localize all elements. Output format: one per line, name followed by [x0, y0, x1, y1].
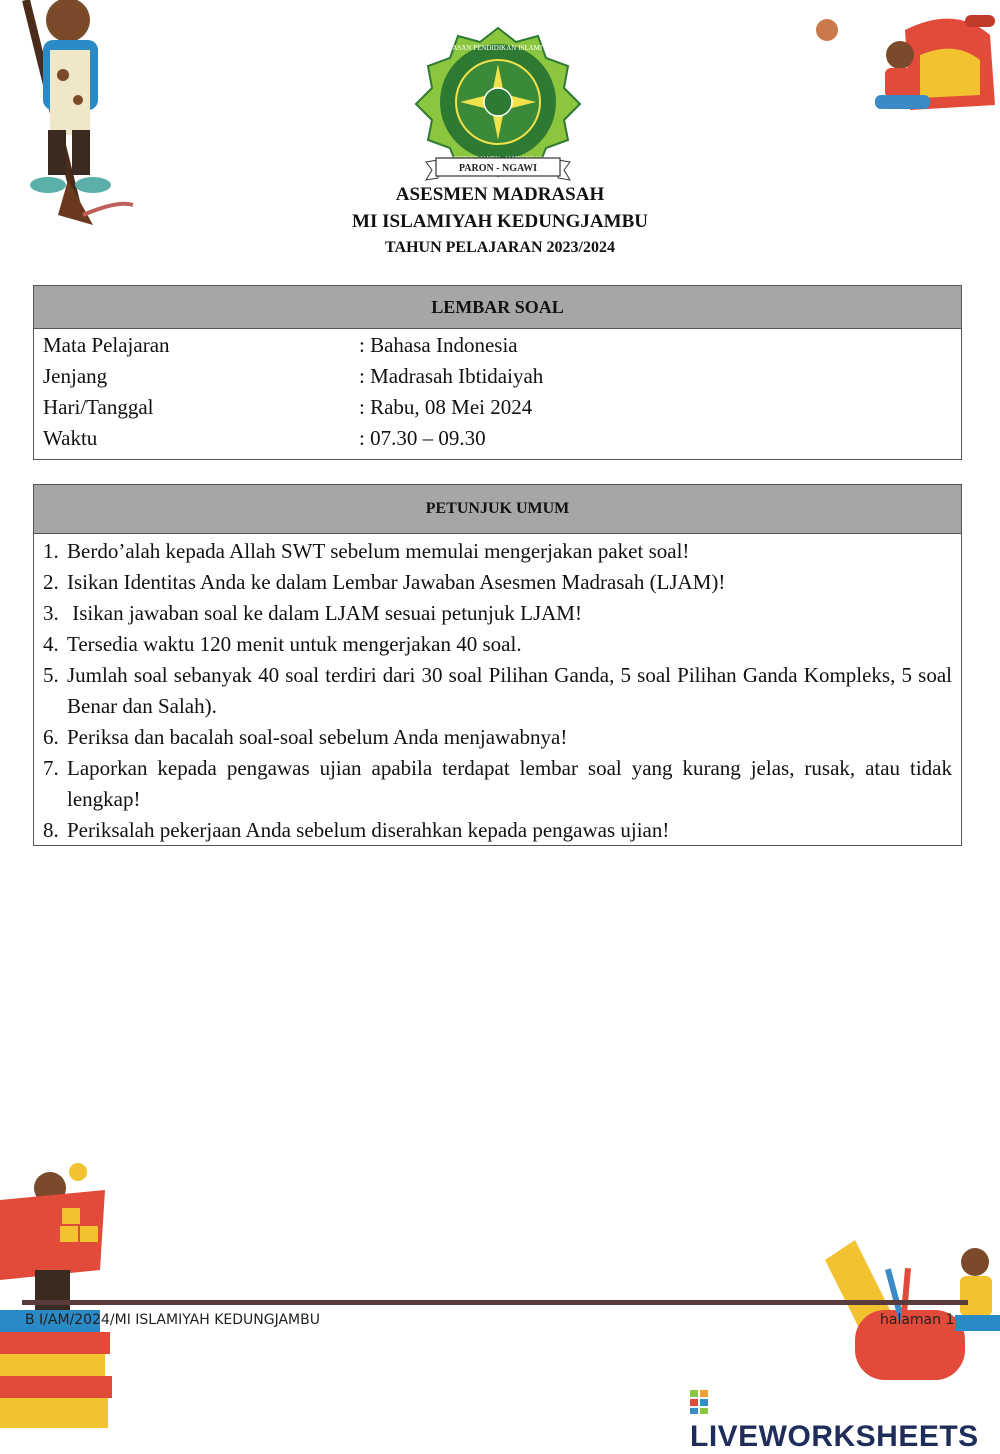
- footer-code: B I/AM/2024/MI ISLAMIYAH KEDUNGJAMBU: [25, 1312, 320, 1328]
- item-text: Periksalah pekerjaan Anda sebelum diserahkan kepada pengawas ujian!: [67, 818, 670, 842]
- item-number: 2.: [43, 570, 59, 594]
- child-with-stationery-illustration: [825, 1240, 1000, 1380]
- item-text: Isikan jawaban soal ke dalam LJAM sesuai petunjuk LJAM!: [67, 601, 582, 625]
- info-box-title: LEMBAR SOAL: [34, 286, 961, 329]
- list-item: [43, 567, 952, 598]
- item-text: Periksa dan bacalah soal-soal sebelum Anda menjawabnya!: [67, 725, 568, 749]
- instructions-list: [34, 534, 961, 846]
- list-item: [43, 629, 952, 660]
- info-label: Mata Pelajaran: [43, 333, 170, 357]
- list-item: [43, 536, 952, 567]
- info-row-level: [34, 361, 961, 392]
- school-logo: [408, 20, 588, 185]
- info-label: Jenjang: [43, 364, 108, 388]
- info-box: [33, 285, 962, 460]
- list-item: [43, 660, 952, 722]
- child-with-numbers-book-illustration: [0, 1160, 115, 1428]
- item-number: 8.: [43, 818, 59, 842]
- info-value: : Bahasa Indonesia: [359, 333, 518, 357]
- logo-text-top: YAYASAN PENDIDIKAN ISLAMIYAH: [439, 44, 557, 52]
- list-item: [43, 815, 952, 846]
- item-number: 4.: [43, 632, 59, 656]
- page-number: halaman 1: [880, 1312, 955, 1328]
- item-number: 3.: [43, 601, 59, 625]
- item-text: Berdo’alah kepada Allah SWT sebelum memulai mengerjakan paket soal!: [67, 539, 690, 563]
- info-label: Hari/Tanggal: [43, 395, 154, 419]
- item-text: Laporkan kepada pengawas ujian apabila terdapat lembar soal yang kurang jelas, rusak, atau tidak lengkap!: [67, 756, 952, 811]
- item-number: 6.: [43, 725, 59, 749]
- logo-banner: PARON - NGAWI: [458, 163, 538, 174]
- info-label: Waktu: [43, 426, 98, 450]
- info-row-date: [34, 392, 961, 423]
- info-row-time: [34, 423, 961, 454]
- reading-child-backpack-illustration: [815, 10, 1000, 120]
- list-item: [43, 722, 952, 753]
- item-number: 1.: [43, 539, 59, 563]
- header-title: ASESMEN MADRASAH: [395, 184, 605, 205]
- watermark-text: LIVEWORKSHEETS: [690, 1420, 979, 1453]
- item-text: Isikan Identitas Anda ke dalam Lembar Jawaban Asesmen Madrasah (LJAM)!: [67, 570, 726, 594]
- instructions-box: [33, 484, 962, 846]
- liveworksheets-logo-icon: [690, 1390, 708, 1414]
- item-number: 5.: [43, 663, 59, 687]
- liveworksheets-watermark: [690, 1386, 1000, 1454]
- info-value: : Madrasah Ibtidaiyah: [359, 364, 544, 388]
- item-text: Jumlah soal sebanyak 40 soal terdiri dari 30 soal Pilihan Ganda, 5 soal Pilihan Ganda Kompleks, 5 soal Benar dan Salah).: [67, 663, 952, 718]
- header-year: TAHUN PELAJARAN 2023/2024: [385, 239, 615, 256]
- info-value: : Rabu, 08 Mei 2024: [359, 395, 533, 419]
- info-value: : 07.30 – 09.30: [359, 426, 486, 450]
- instructions-title: PETUNJUK UMUM: [34, 485, 961, 534]
- footer-divider: [22, 1300, 968, 1305]
- list-item: [43, 598, 952, 629]
- info-row-subject: [34, 330, 961, 361]
- list-item: [43, 753, 952, 815]
- header-school: MI ISLAMIYAH KEDUNGJAMBU: [352, 211, 648, 232]
- item-text: Tersedia waktu 120 menit untuk mengerjakan 40 soal.: [67, 632, 522, 656]
- item-number: 7.: [43, 756, 59, 780]
